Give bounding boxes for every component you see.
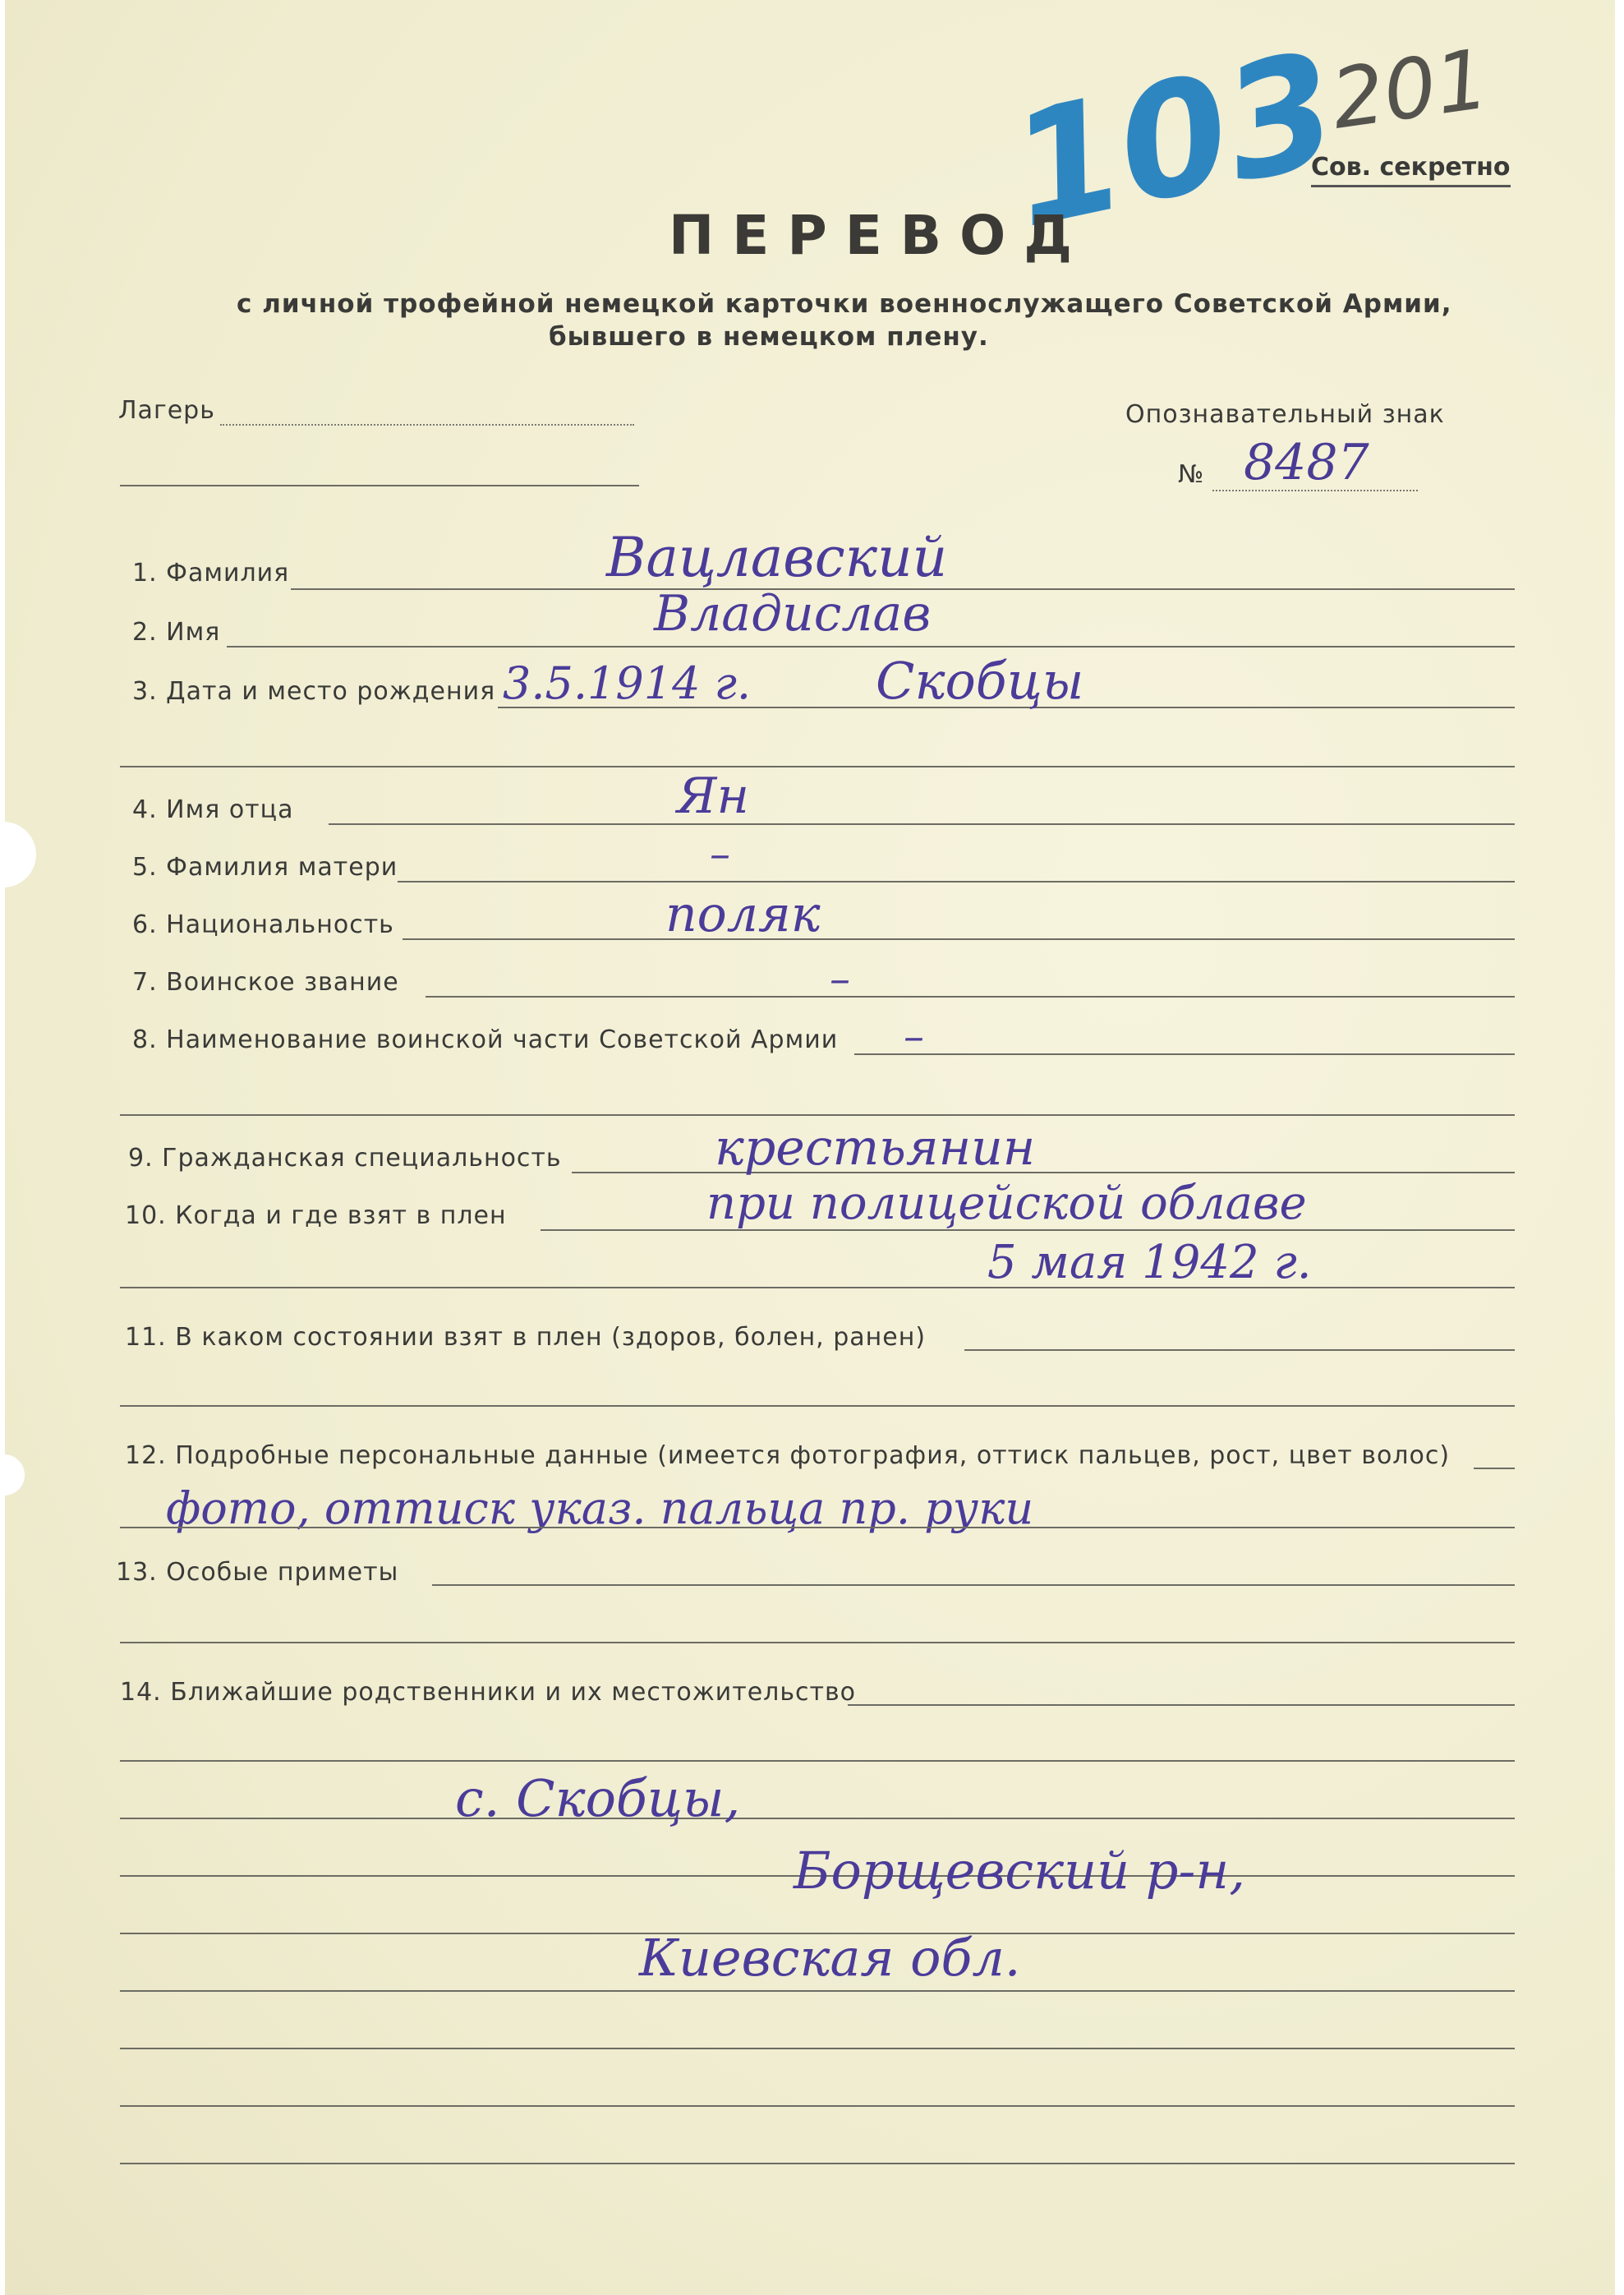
camp-label: Лагерь bbox=[118, 396, 215, 425]
field-5-value: – bbox=[710, 830, 730, 878]
camp-line bbox=[220, 424, 634, 426]
handwritten-number-gray: 201 bbox=[1325, 30, 1495, 148]
field-12-value: фото, оттиск указ. пальца пр. руки bbox=[166, 1482, 1034, 1534]
field-14-address-line2: Борщевский р-н, bbox=[794, 1841, 1245, 1901]
field-14-line-9 bbox=[120, 2163, 1515, 2164]
classification-stamp: Сов. секретно bbox=[1311, 153, 1511, 187]
field-7-line bbox=[426, 996, 1515, 998]
field-4-value: Ян bbox=[677, 767, 749, 825]
field-6-line bbox=[403, 938, 1515, 940]
field-10-label: 10. Когда и где взят в плен bbox=[125, 1201, 507, 1230]
id-sign-number-prefix: № bbox=[1178, 460, 1205, 489]
field-10-value-line2: 5 мая 1942 г. bbox=[987, 1236, 1312, 1289]
field-14-line-6 bbox=[120, 1990, 1515, 1992]
field-14-line-7 bbox=[120, 2048, 1515, 2049]
field-2-value: Владислав bbox=[654, 585, 932, 643]
field-1-value: Вацлавский bbox=[606, 526, 948, 589]
field-2-label: 2. Имя bbox=[132, 618, 221, 647]
field-13-line bbox=[432, 1584, 1515, 1586]
field-6-value: поляк bbox=[665, 886, 821, 943]
handwritten-number-blue: 103 bbox=[996, 17, 1353, 263]
field-3-label: 3. Дата и место рождения bbox=[132, 677, 496, 706]
field-11-line-2 bbox=[120, 1405, 1515, 1407]
id-sign-label: Опознавательный знак bbox=[1125, 400, 1445, 429]
field-12-line-2 bbox=[120, 1527, 1515, 1528]
field-7-value: – bbox=[830, 955, 850, 1002]
field-14-address-line1: с. Скобцы, bbox=[455, 1768, 741, 1828]
field-4-label: 4. Имя отца bbox=[132, 795, 294, 824]
field-10-value-line1: при полицейской облаве bbox=[706, 1177, 1307, 1230]
field-14-line bbox=[848, 1704, 1515, 1706]
field-1-label: 1. Фамилия bbox=[132, 559, 290, 588]
field-3-line-2 bbox=[120, 766, 1515, 767]
field-11-label: 11. В каком состоянии взят в плен (здоров, болен, ранен) bbox=[125, 1323, 927, 1352]
field-4-line bbox=[329, 823, 1515, 825]
field-9-value: крестьянин bbox=[715, 1119, 1036, 1177]
field-12-line bbox=[1474, 1468, 1515, 1469]
field-14-line-8 bbox=[120, 2105, 1515, 2107]
field-14-line-3 bbox=[120, 1818, 1515, 1819]
field-9-line bbox=[572, 1172, 1515, 1173]
id-sign-number-value: 8487 bbox=[1244, 434, 1369, 491]
field-12-label: 12. Подробные персональные данные (имеется фотография, оттиск пальцев, рост, цвет волос) bbox=[125, 1441, 1451, 1470]
field-6-label: 6. Национальность bbox=[132, 910, 394, 939]
field-2-line bbox=[227, 646, 1515, 647]
field-8-line bbox=[854, 1053, 1515, 1055]
field-3-value-date: 3.5.1914 г. bbox=[503, 657, 752, 709]
field-14-address-line3: Киевская обл. bbox=[639, 1928, 1021, 1988]
document-sheet bbox=[5, 0, 1615, 2295]
field-7-label: 7. Воинское звание bbox=[132, 968, 399, 997]
field-13-label: 13. Особые приметы bbox=[116, 1558, 399, 1587]
field-3-value-place: Скобцы bbox=[876, 651, 1084, 711]
camp-line-2 bbox=[120, 485, 639, 486]
field-5-label: 5. Фамилия матери bbox=[132, 853, 398, 882]
page-subtitle-line1: с личной трофейной немецкой карточки военнослужащего Советской Армии, bbox=[237, 289, 1452, 319]
torn-edge-left-lower bbox=[0, 1454, 25, 1495]
field-5-line bbox=[398, 881, 1515, 883]
torn-edge-left bbox=[0, 822, 36, 887]
field-9-label: 9. Гражданская специальность bbox=[128, 1144, 562, 1173]
field-8-line-2 bbox=[120, 1114, 1515, 1116]
field-13-line-2 bbox=[120, 1642, 1515, 1643]
field-14-label: 14. Ближайшие родственники и их местожительство bbox=[120, 1678, 857, 1707]
field-8-value: – bbox=[904, 1012, 924, 1060]
field-14-line-2 bbox=[120, 1760, 1515, 1762]
page-title: ПЕРЕВОД bbox=[669, 204, 1090, 267]
page-subtitle-line2: бывшего в немецком плену. bbox=[549, 322, 989, 352]
field-11-line bbox=[964, 1349, 1515, 1351]
field-8-label: 8. Наименование воинской части Советской Армии bbox=[132, 1025, 839, 1054]
